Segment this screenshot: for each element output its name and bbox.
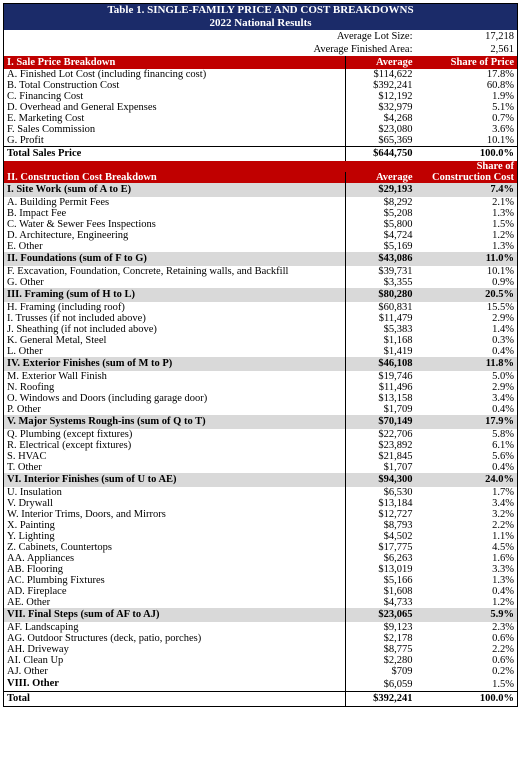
row-label: T. Other bbox=[7, 462, 42, 473]
share-value: 1.2% bbox=[492, 597, 515, 608]
share-value: 5.0% bbox=[492, 371, 515, 382]
cost-item-row bbox=[4, 575, 518, 586]
share-value: 0.4% bbox=[492, 346, 515, 357]
row-label: AF. Landscaping bbox=[7, 622, 79, 633]
share-value: 3.4% bbox=[492, 393, 515, 404]
row-label: AA. Appliances bbox=[7, 553, 75, 564]
cost-item-row bbox=[4, 277, 518, 288]
share-value: 15.5% bbox=[486, 302, 515, 313]
average-value: $60,831 bbox=[346, 302, 416, 313]
share-value: 5.6% bbox=[492, 451, 515, 462]
category-subtotal-row bbox=[4, 473, 518, 487]
average-value: $11,496 bbox=[346, 382, 416, 393]
info-value: 17,218 bbox=[485, 31, 515, 42]
share-value: 2.2% bbox=[492, 644, 515, 655]
share-value: 0.4% bbox=[492, 586, 515, 597]
average-value: $43,086 bbox=[346, 252, 416, 266]
average-value: $39,731 bbox=[346, 266, 416, 277]
total-label: Total Sales Price bbox=[4, 147, 346, 162]
construction-header-row-top bbox=[4, 161, 518, 172]
average-value: $11,479 bbox=[346, 313, 416, 324]
share-value: 6.1% bbox=[492, 440, 515, 451]
average-value: $5,800 bbox=[346, 219, 416, 230]
row-label: H. Framing (including roof) bbox=[7, 302, 125, 313]
average-value: $22,706 bbox=[346, 429, 416, 440]
row-label: AC. Plumbing Fixtures bbox=[7, 575, 105, 586]
average-value: $19,746 bbox=[346, 371, 416, 382]
table-subtitle-row bbox=[4, 17, 518, 30]
row-label: D. Overhead and General Expenses bbox=[7, 102, 157, 113]
category-label: VII. Final Steps (sum of AF to AJ) bbox=[4, 608, 346, 622]
average-value: $29,193 bbox=[346, 183, 416, 197]
share-value: 4.5% bbox=[492, 542, 515, 553]
row-label: B. Total Construction Cost bbox=[7, 80, 120, 91]
category-subtotal-row bbox=[4, 288, 518, 302]
section-heading: I. Sale Price Breakdown bbox=[4, 56, 346, 69]
cost-item-row bbox=[4, 219, 518, 230]
sale-price-row bbox=[4, 113, 518, 124]
share-value: 1.4% bbox=[492, 324, 515, 335]
sale-price-header-row bbox=[4, 56, 518, 69]
share-value: 7.4% bbox=[416, 183, 518, 197]
cost-item-row bbox=[4, 404, 518, 415]
share-value: 1.3% bbox=[492, 575, 515, 586]
share-value: 0.6% bbox=[492, 655, 515, 666]
category-subtotal-row bbox=[4, 608, 518, 622]
share-value: 2.1% bbox=[492, 197, 515, 208]
row-label: O. Windows and Doors (including garage door) bbox=[7, 393, 208, 404]
cost-item-row bbox=[4, 208, 518, 219]
row-label: L. Other bbox=[7, 346, 43, 357]
row-label: G. Profit bbox=[7, 135, 44, 146]
row-label: AG. Outdoor Structures (deck, patio, porches) bbox=[7, 633, 202, 644]
cost-item-row bbox=[4, 335, 518, 346]
row-label: K. General Metal, Steel bbox=[7, 335, 107, 346]
average-value: $709 bbox=[346, 666, 416, 677]
cost-item-row bbox=[4, 553, 518, 564]
table-title: Table 1. SINGLE-FAMILY PRICE AND COST BREAKDOWNS bbox=[4, 4, 518, 18]
category-subtotal-row bbox=[4, 415, 518, 429]
average-value: $5,169 bbox=[346, 241, 416, 252]
average-value: $65,369 bbox=[346, 135, 416, 147]
category-label: VIII. Other bbox=[7, 678, 59, 689]
row-label: M. Exterior Wall Finish bbox=[7, 371, 107, 382]
row-label: A. Building Permit Fees bbox=[7, 197, 110, 208]
share-value: 1.7% bbox=[492, 487, 515, 498]
average-value: $80,280 bbox=[346, 288, 416, 302]
average-value: $13,158 bbox=[346, 393, 416, 404]
share-value: 1.3% bbox=[492, 208, 515, 219]
cost-item-row bbox=[4, 509, 518, 520]
cost-item-row bbox=[4, 313, 518, 324]
share-value: 5.8% bbox=[492, 429, 515, 440]
category-label: II. Foundations (sum of F to G) bbox=[4, 252, 346, 266]
average-value: $13,184 bbox=[346, 498, 416, 509]
info-label: Average Lot Size: bbox=[336, 31, 413, 42]
cost-item-row bbox=[4, 241, 518, 252]
category-label: VI. Interior Finishes (sum of U to AE) bbox=[4, 473, 346, 487]
category-subtotal-row bbox=[4, 357, 518, 371]
share-value: 1.1% bbox=[492, 531, 515, 542]
share-value: 0.9% bbox=[492, 277, 515, 288]
cost-item-row bbox=[4, 633, 518, 644]
table-subtitle: 2022 National Results bbox=[4, 17, 518, 30]
row-label: Z. Cabinets, Countertops bbox=[7, 542, 112, 553]
share-value: 100.0% bbox=[416, 147, 518, 162]
share-value: 1.9% bbox=[492, 91, 515, 102]
share-value: 20.5% bbox=[416, 288, 518, 302]
share-value: 11.0% bbox=[416, 252, 518, 266]
column-header-share-line1: Share of bbox=[416, 161, 518, 172]
average-value: $1,709 bbox=[346, 404, 416, 415]
sale-price-row bbox=[4, 80, 518, 91]
sale-price-row bbox=[4, 91, 518, 102]
average-value: $9,123 bbox=[346, 622, 416, 633]
average-value: $4,502 bbox=[346, 531, 416, 542]
row-label: C. Water & Sewer Fees Inspections bbox=[7, 219, 156, 230]
info-label: Average Finished Area: bbox=[313, 44, 413, 55]
info-row bbox=[4, 30, 518, 43]
row-label: P. Other bbox=[7, 404, 41, 415]
cost-item-row bbox=[4, 440, 518, 451]
share-value: 2.2% bbox=[492, 520, 515, 531]
average-value: $8,775 bbox=[346, 644, 416, 655]
share-value: 0.2% bbox=[492, 666, 515, 677]
share-value: 3.2% bbox=[492, 509, 515, 520]
category-subtotal-row bbox=[4, 183, 518, 197]
average-value: $21,845 bbox=[346, 451, 416, 462]
row-label: X. Painting bbox=[7, 520, 55, 531]
average-value: $8,793 bbox=[346, 520, 416, 531]
average-value: $4,268 bbox=[346, 113, 416, 124]
average-value: $6,263 bbox=[346, 553, 416, 564]
average-value: $12,727 bbox=[346, 509, 416, 520]
average-value: $1,707 bbox=[346, 462, 416, 473]
cost-item-row bbox=[4, 371, 518, 382]
row-label: AJ. Other bbox=[7, 666, 48, 677]
cost-item-row bbox=[4, 382, 518, 393]
column-header-share-line2: Construction Cost bbox=[416, 172, 518, 183]
average-value: $6,530 bbox=[346, 487, 416, 498]
construction-total-row bbox=[4, 692, 518, 707]
average-value: $1,608 bbox=[346, 586, 416, 597]
row-label: F. Sales Commission bbox=[7, 124, 96, 135]
average-value: $32,979 bbox=[346, 102, 416, 113]
share-value: 5.9% bbox=[416, 608, 518, 622]
total-label: Total bbox=[4, 692, 346, 707]
row-label: U. Insulation bbox=[7, 487, 62, 498]
share-value: 3.3% bbox=[492, 564, 515, 575]
share-value: 0.4% bbox=[492, 404, 515, 415]
row-label: AD. Fireplace bbox=[7, 586, 67, 597]
info-row bbox=[4, 43, 518, 56]
construction-header-row bbox=[4, 172, 518, 183]
cost-item-row bbox=[4, 531, 518, 542]
average-value: $392,241 bbox=[346, 692, 416, 707]
row-label: Q. Plumbing (except fixtures) bbox=[7, 429, 133, 440]
average-value: $23,065 bbox=[346, 608, 416, 622]
cost-item-row bbox=[4, 655, 518, 666]
cost-item-row bbox=[4, 542, 518, 553]
row-label: D. Architecture, Engineering bbox=[7, 230, 129, 241]
table-body bbox=[4, 4, 518, 707]
cost-item-row bbox=[4, 498, 518, 509]
table-title-row bbox=[4, 4, 518, 18]
row-label: R. Electrical (except fixtures) bbox=[7, 440, 132, 451]
cost-item-row bbox=[4, 487, 518, 498]
share-value: 2.9% bbox=[492, 382, 515, 393]
row-label: AH. Driveway bbox=[7, 644, 69, 655]
sale-total-row bbox=[4, 147, 518, 162]
average-value: $1,168 bbox=[346, 335, 416, 346]
share-value: 1.2% bbox=[492, 230, 515, 241]
share-value: 10.1% bbox=[486, 266, 515, 277]
cost-breakdown-table bbox=[3, 3, 518, 707]
section-heading: II. Construction Cost Breakdown bbox=[4, 172, 346, 183]
average-value: $392,241 bbox=[346, 80, 416, 91]
average-value: $17,775 bbox=[346, 542, 416, 553]
sale-price-row bbox=[4, 102, 518, 113]
category-label: I. Site Work (sum of A to E) bbox=[4, 183, 346, 197]
row-label: I. Trusses (if not included above) bbox=[7, 313, 146, 324]
share-value: 2.3% bbox=[492, 622, 515, 633]
row-label: E. Other bbox=[7, 241, 43, 252]
category-label: IV. Exterior Finishes (sum of M to P) bbox=[4, 357, 346, 371]
average-value: $4,724 bbox=[346, 230, 416, 241]
share-value: 1.3% bbox=[492, 241, 515, 252]
share-value: 1.5% bbox=[492, 678, 515, 690]
sale-price-row bbox=[4, 69, 518, 80]
share-value: 1.5% bbox=[492, 219, 515, 230]
share-value: 24.0% bbox=[416, 473, 518, 487]
row-label: A. Finished Lot Cost (including financing cost) bbox=[7, 69, 207, 80]
average-value: $4,733 bbox=[346, 597, 416, 608]
row-label: E. Marketing Cost bbox=[7, 113, 85, 124]
share-value: 60.8% bbox=[486, 80, 515, 91]
cost-breakdown-table-container bbox=[3, 3, 517, 707]
row-label: G. Other bbox=[7, 277, 44, 288]
share-value: 0.7% bbox=[492, 113, 515, 124]
average-value: $23,080 bbox=[346, 124, 416, 135]
cost-item-row bbox=[4, 266, 518, 277]
share-value: 0.3% bbox=[492, 335, 515, 346]
cost-item-row bbox=[4, 597, 518, 608]
row-label: F. Excavation, Foundation, Concrete, Retaining walls, and Backfill bbox=[7, 266, 289, 277]
share-value: 100.0% bbox=[416, 692, 518, 707]
cost-item-row bbox=[4, 622, 518, 633]
average-value: $8,292 bbox=[346, 197, 416, 208]
row-label: B. Impact Fee bbox=[7, 208, 67, 219]
cost-item-row bbox=[4, 346, 518, 357]
cost-item-row bbox=[4, 520, 518, 531]
row-label: S. HVAC bbox=[7, 451, 47, 462]
share-value: 17.9% bbox=[416, 415, 518, 429]
average-value: $6,059 bbox=[346, 677, 416, 692]
share-value: 10.1% bbox=[486, 135, 515, 146]
average-value: $2,178 bbox=[346, 633, 416, 644]
row-label: AE. Other bbox=[7, 597, 51, 608]
cost-item-row bbox=[4, 429, 518, 440]
info-value: 2,561 bbox=[490, 44, 515, 55]
column-header-average: Average bbox=[346, 56, 416, 69]
average-value: $1,419 bbox=[346, 346, 416, 357]
row-label: W. Interior Trims, Doors, and Mirrors bbox=[7, 509, 166, 520]
average-value: $12,192 bbox=[346, 91, 416, 102]
average-value: $46,108 bbox=[346, 357, 416, 371]
header-spacer bbox=[4, 161, 416, 172]
share-value: 3.4% bbox=[492, 498, 515, 509]
average-value: $114,622 bbox=[346, 69, 416, 80]
share-value: 17.8% bbox=[486, 69, 515, 80]
average-value: $644,750 bbox=[346, 147, 416, 162]
column-header-average: Average bbox=[346, 172, 416, 183]
average-value: $2,280 bbox=[346, 655, 416, 666]
sale-price-row bbox=[4, 135, 518, 147]
category-subtotal-row bbox=[4, 252, 518, 266]
average-value: $13,019 bbox=[346, 564, 416, 575]
share-value: 2.9% bbox=[492, 313, 515, 324]
cost-item-row bbox=[4, 324, 518, 335]
row-label: V. Drywall bbox=[7, 498, 53, 509]
row-label: N. Roofing bbox=[7, 382, 55, 393]
sale-price-row bbox=[4, 124, 518, 135]
cost-item-row bbox=[4, 462, 518, 473]
row-label: AB. Flooring bbox=[7, 564, 64, 575]
share-value: 0.6% bbox=[492, 633, 515, 644]
cost-item-row bbox=[4, 197, 518, 208]
average-value: $5,166 bbox=[346, 575, 416, 586]
category-label: III. Framing (sum of H to L) bbox=[4, 288, 346, 302]
average-value: $5,383 bbox=[346, 324, 416, 335]
row-label: AI. Clean Up bbox=[7, 655, 64, 666]
share-value: 0.4% bbox=[492, 462, 515, 473]
share-value: 1.6% bbox=[492, 553, 515, 564]
cost-item-row bbox=[4, 230, 518, 241]
average-value: $5,208 bbox=[346, 208, 416, 219]
cost-item-row bbox=[4, 586, 518, 597]
share-value: 5.1% bbox=[492, 102, 515, 113]
share-value: 3.6% bbox=[492, 124, 515, 135]
cost-item-row bbox=[4, 451, 518, 462]
cost-item-row bbox=[4, 666, 518, 677]
average-value: $94,300 bbox=[346, 473, 416, 487]
cost-item-row bbox=[4, 644, 518, 655]
row-label: J. Sheathing (if not included above) bbox=[7, 324, 157, 335]
category-label: V. Major Systems Rough-ins (sum of Q to T) bbox=[4, 415, 346, 429]
row-label: C. Financing Cost bbox=[7, 91, 84, 102]
average-value: $3,355 bbox=[346, 277, 416, 288]
cost-item-row bbox=[4, 302, 518, 313]
average-value: $23,892 bbox=[346, 440, 416, 451]
cost-item-row bbox=[4, 564, 518, 575]
cost-item-row bbox=[4, 393, 518, 404]
column-header-share: Share of Price bbox=[416, 56, 518, 69]
share-value: 11.8% bbox=[416, 357, 518, 371]
row-label: Y. Lighting bbox=[7, 531, 55, 542]
other-category-row bbox=[4, 677, 518, 692]
average-value: $70,149 bbox=[346, 415, 416, 429]
